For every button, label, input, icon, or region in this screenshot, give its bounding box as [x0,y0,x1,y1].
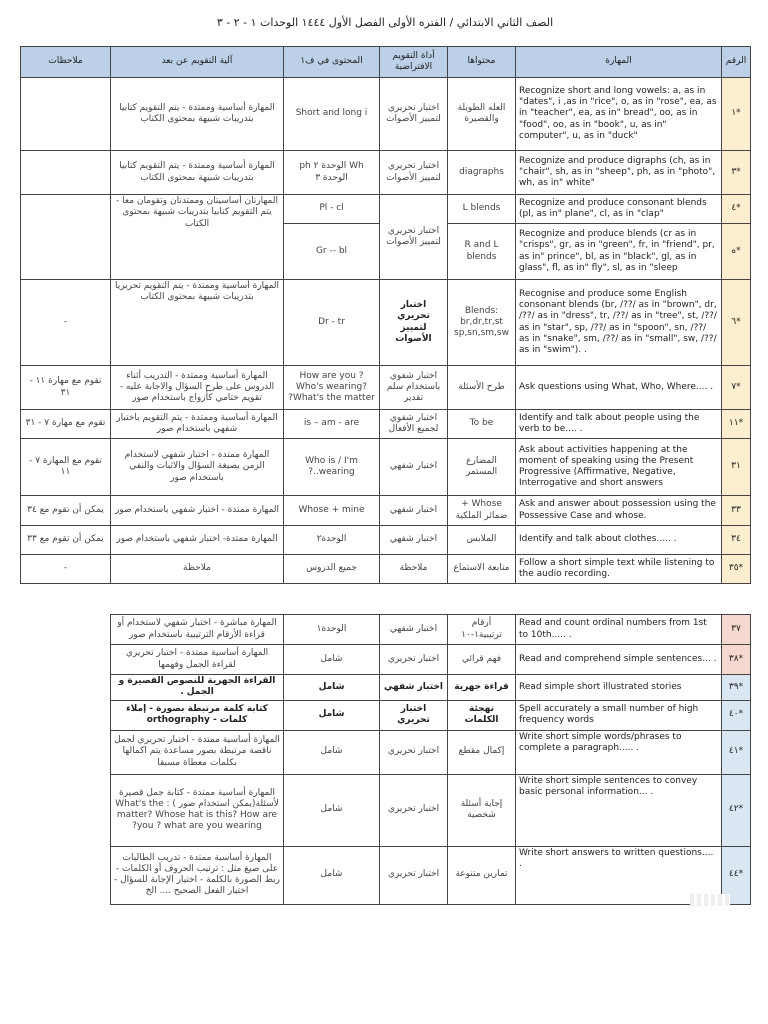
book-cell: شامل [284,846,380,904]
table-row [21,774,751,846]
tool-cell: اختبار تحريري لتمييز الأصوات [380,195,448,280]
table-row [21,280,751,366]
tool-cell: اختبار شفهي [380,496,448,526]
skill-cell: Recognize short and long vowels: a, as in "dates", i ,as in "rice", o, as in "rose", ea, as in "teacher", ea, as in" bread", oo, as in "food", oo, as in "book", u, as in" computer", u, as in "duck" [516,78,722,151]
content-cell: طرح الأسئلة [448,366,516,410]
tool-cell: اختبار شفوي لجميع الأفعال [380,410,448,439]
skill-cell: Write short simple words/phrases to complete a paragraph..... . [516,730,722,774]
remote-cell: المهارة ممتدة- اختبار شفهي باستخدام صور [111,526,284,555]
content-cell: قراءة جهرية [448,675,516,701]
tool-cell: اختبار تحريري [380,730,448,774]
notes-cell [21,675,111,701]
skill-cell: Ask and answer about possession using the Possessive Case and whose. [516,496,722,526]
notes-cell [21,195,111,280]
tool-cell: اختبار شفهي [380,526,448,555]
remote-cell: المهارة أساسية وممتدة - التدريب أثناء الدروس على طرح السؤال والاجابة عليه - تقويم ختامي كأزواج باستخدام صور [111,366,284,410]
header-content: محتواها [448,47,516,78]
skill-cell: Recognise and produce some English consonant blends (br, /??/ as in "brown", dr, /??/ as in "dress", tr, /??/ as in "tree", st, /??/ as in "star", sp, /??/ as in "spoon", sn, /??/ as in "snake", sm, /??/ as in "small", sw, /??/ as in "swim"). . [516,280,722,366]
book-cell: شامل [284,700,380,730]
skill-cell: Read simple short illustrated stories [516,675,722,701]
assessment-table-1 [20,46,751,584]
page-edge-mark [690,894,730,906]
skill-cell: Ask about activities happening at the moment of speaking using the Present Progressive (Affirmative, Negative, Interrogative and short answers [516,439,722,496]
notes-cell: تقوم مع مهارة ١١ - ٣١ [21,366,111,410]
remote-cell: المهارة أساسية وممتدة - يتم التقويم كتابيا بتدريبات شبيهة بمحتوى الكتاب [111,151,284,195]
table-row [21,700,751,730]
page-title: الصف الثاني الابتدائي / الفتره الأولى الفصل الأول ١٤٤٤ الوحدات ١ - ٢ - ٣ [216,16,554,29]
row-number: ٣١ [722,439,751,496]
notes-cell: تقوم مع مهارة ٧ - ٣١ [21,410,111,439]
notes-cell [21,645,111,675]
notes-cell [21,730,111,774]
header-notes: ملاحظات [21,47,111,78]
skill-cell: Write short simple sentences to convey basic personal information... . [516,774,722,846]
table-row [21,846,751,904]
skill-cell: Spell accurately a small number of high frequency words [516,700,722,730]
tool-cell: اختبار تحريري [380,700,448,730]
row-number: *٣ [722,151,751,195]
table-row [21,439,751,496]
content-cell: R and L blends [448,224,516,280]
skill-cell: Read and count ordinal numbers from 1st to 10th..... . [516,615,722,645]
skill-cell: Identify and talk about people using the verb to be.... . [516,410,722,439]
row-number: *ه [722,224,751,280]
remote-cell: المهارة أساسية ممتدة - اختبار تحريري لجمل ناقصة مرتبطة بصور مساعدة يتم اكمالها بكلمات معطاة مسبقا [111,730,284,774]
book-cell: Wh الوحدة ٢ ph الوحدة ٣ [284,151,380,195]
content-cell: diagraphs [448,151,516,195]
skill-cell: Recognize and produce digraphs (ch, as in "chair", sh, as in "sheep", ph, as in "photo", wh, as in" white" [516,151,722,195]
book-cell: How are you ? Who's wearing? What's the matter? [284,366,380,410]
book-cell: Short and long i [284,78,380,151]
remote-cell: كتابة كلمة مرتبطة بصورة - إملاء كلمات - orthography [111,700,284,730]
remote-cell: المهارتان أساسيتان وممتدتان وتقومان معا - يتم التقويم كتابيا بتدريبات شبيهة بمحتوى الكتاب [111,195,284,280]
row-number: ٣٧ [722,615,751,645]
remote-cell: المهارة ممتدة - اختبار شفهي باستخدام صور [111,496,284,526]
header-tool: أداة التقويم الافتراضية [380,47,448,78]
row-number: *٦ [722,280,751,366]
tool-cell: اختبار تحريري لتمييز الأصوات [380,151,448,195]
row-number: *٤٤ [722,846,751,904]
content-cell: أرقام ترتيبية١-١٠ [448,615,516,645]
header-book: المحتوى في ف١ [284,47,380,78]
row-number: *٣٨ [722,645,751,675]
content-cell: المضارع المستمر [448,439,516,496]
table-row [21,526,751,555]
book-cell: Gr -- bl [284,224,380,280]
row-number: *٧ [722,366,751,410]
notes-cell [21,615,111,645]
content-cell: فهم قرائي [448,645,516,675]
tool-cell: اختبار تحريري [380,645,448,675]
book-cell: شامل [284,774,380,846]
skill-cell: Identify and talk about clothes..... . [516,526,722,555]
header-skill: المهارة [516,47,722,78]
content-cell: Blends: br,dr,tr,st sp,sn,sm,sw [448,280,516,366]
notes-cell: - [21,555,111,584]
tool-cell: اختبار شفهي [380,615,448,645]
tool-cell: اختبار تحريري [380,774,448,846]
book-cell: شامل [284,645,380,675]
tool-cell: اختبار شفوي باستخدام سلم تقدير [380,366,448,410]
remote-cell: المهارة مباشرة - اختبار شفهي لاستخدام أو قراءة الأرقام الترتيبية باستخدام صور [111,615,284,645]
table-row [21,151,751,195]
row-number: *٣٩ [722,675,751,701]
notes-cell: يمكن أن تقوم مع ٣٤ [21,496,111,526]
skill-cell: Follow a short simple text while listening to the audio recording. [516,555,722,584]
skill-cell: Read and comprehend simple sentences... . [516,645,722,675]
notes-cell: - [21,280,111,366]
tool-cell: ملاحظة [380,555,448,584]
tool-cell: اختبار شفهي [380,439,448,496]
table-row [21,410,751,439]
row-number: ٣٤ [722,526,751,555]
table-row [21,496,751,526]
header-remote: آلية التقويم عن بعد [111,47,284,78]
header-num: الرقم [722,47,751,78]
content-cell: تهجئة الكلمات [448,700,516,730]
content-cell: إكمال مقطع [448,730,516,774]
content-cell: الملابس [448,526,516,555]
remote-cell: ملاحظة [111,555,284,584]
book-cell: شامل [284,730,380,774]
book-cell: Dr - tr [284,280,380,366]
content-cell: Whose + ضمائر الملكية [448,496,516,526]
book-cell: الوحدة١ [284,615,380,645]
row-number: *١١ [722,410,751,439]
notes-cell [21,78,111,151]
notes-cell [21,700,111,730]
book-cell: الوحدة٢ [284,526,380,555]
book-cell: شامل [284,675,380,701]
book-cell: جميع الدروس [284,555,380,584]
content-cell: L blends [448,195,516,224]
table-row [21,195,751,224]
book-cell: Who is / I'm wearing..? [284,439,380,496]
table-row [21,645,751,675]
remote-cell: المهارة أساسية ممتدة - اختبار تحريري لقراءة الجمل وفهمها [111,645,284,675]
notes-cell: تقوم مع المهارة ٧ - ١١ [21,439,111,496]
notes-cell [21,151,111,195]
row-number: *٤١ [722,730,751,774]
assessment-table-2 [20,614,751,905]
remote-cell: المهارة أساسية وممتدة - يتم التقويم كتابيا بتدريبات شبيهة بمحتوى الكتاب [111,78,284,151]
row-number: *٣٥ [722,555,751,584]
book-cell: is – am - are [284,410,380,439]
tool-cell: اختبار تحريري لتمييز الأصوات [380,78,448,151]
skill-cell: Write short answers to written questions.... . [516,846,722,904]
table-row [21,730,751,774]
remote-cell: المهارة أساسية وممتدة - يتم التقويم تحريريا بتدريبات شبيهة بمحتوى الكتاب [111,280,284,366]
content-cell: إجابة أسئلة شخصية [448,774,516,846]
tool-cell: اختبار تحريري لتمييز الأصوات [380,280,448,366]
remote-cell: القراءة الجهرية للنصوص القصيرة و الجمل . [111,675,284,701]
notes-cell [21,846,111,904]
remote-cell: المهارة أساسية وممتدة - يتم التقويم باختبار شفهي باستخدام صور [111,410,284,439]
content-cell: متابعة الاستماع [448,555,516,584]
tool-cell: اختبار شفهي [380,675,448,701]
row-number: *٤٠ [722,700,751,730]
table-row [21,78,751,151]
skill-cell: Recognize and produce consonant blends (pl, as in" plane", cl, as in "clap" [516,195,722,224]
remote-cell: المهارة ممتدة - اختبار شفهي لاستخدام الزمن بصيغة السؤال والاثبات والنفي باستخدام صور [111,439,284,496]
table-row [21,366,751,410]
tool-cell: اختبار تحريري [380,846,448,904]
book-cell: Pl - cl [284,195,380,224]
content-cell: To be [448,410,516,439]
skill-cell: Ask questions using What, Who, Where.... . [516,366,722,410]
table-header-row [21,47,751,78]
table-row [21,675,751,701]
content-cell: العله الطويلة والقصيرة [448,78,516,151]
book-cell: Whose + mine [284,496,380,526]
row-number: ٣٣ [722,496,751,526]
table-row [21,555,751,584]
content-cell: تمارين متنوعة [448,846,516,904]
row-number: *١ [722,78,751,151]
skill-cell: Recognize and produce blends (cr as in "crisps", gr, as in "green", fr, in "friend", pr, as in" prince", bl, as in "black", gl, as in glass", fl, as in" fly", sl, as in "sleep [516,224,722,280]
row-number: *٤٢ [722,774,751,846]
table-row [21,615,751,645]
notes-cell [21,774,111,846]
row-number: *٤ [722,195,751,224]
remote-cell: المهارة أساسية ممتدة - كتابة جمل قصيرة لأسئلة(يمكن استخدام صور ) : What's the matter? Whose hat is this? How are you ? what are you wearing? [111,774,284,846]
remote-cell: المهارة أساسية ممتدة - تدريب الطالبات على صيغ مثل : ترتيب الحروف أو الكلمات - ربط الصورة بالكلمة - اختيار الإجابة للسؤال - اختيار الفعل الصحيح .... الخ [111,846,284,904]
notes-cell: يمكن أن تقوم مع ٣٣ [21,526,111,555]
